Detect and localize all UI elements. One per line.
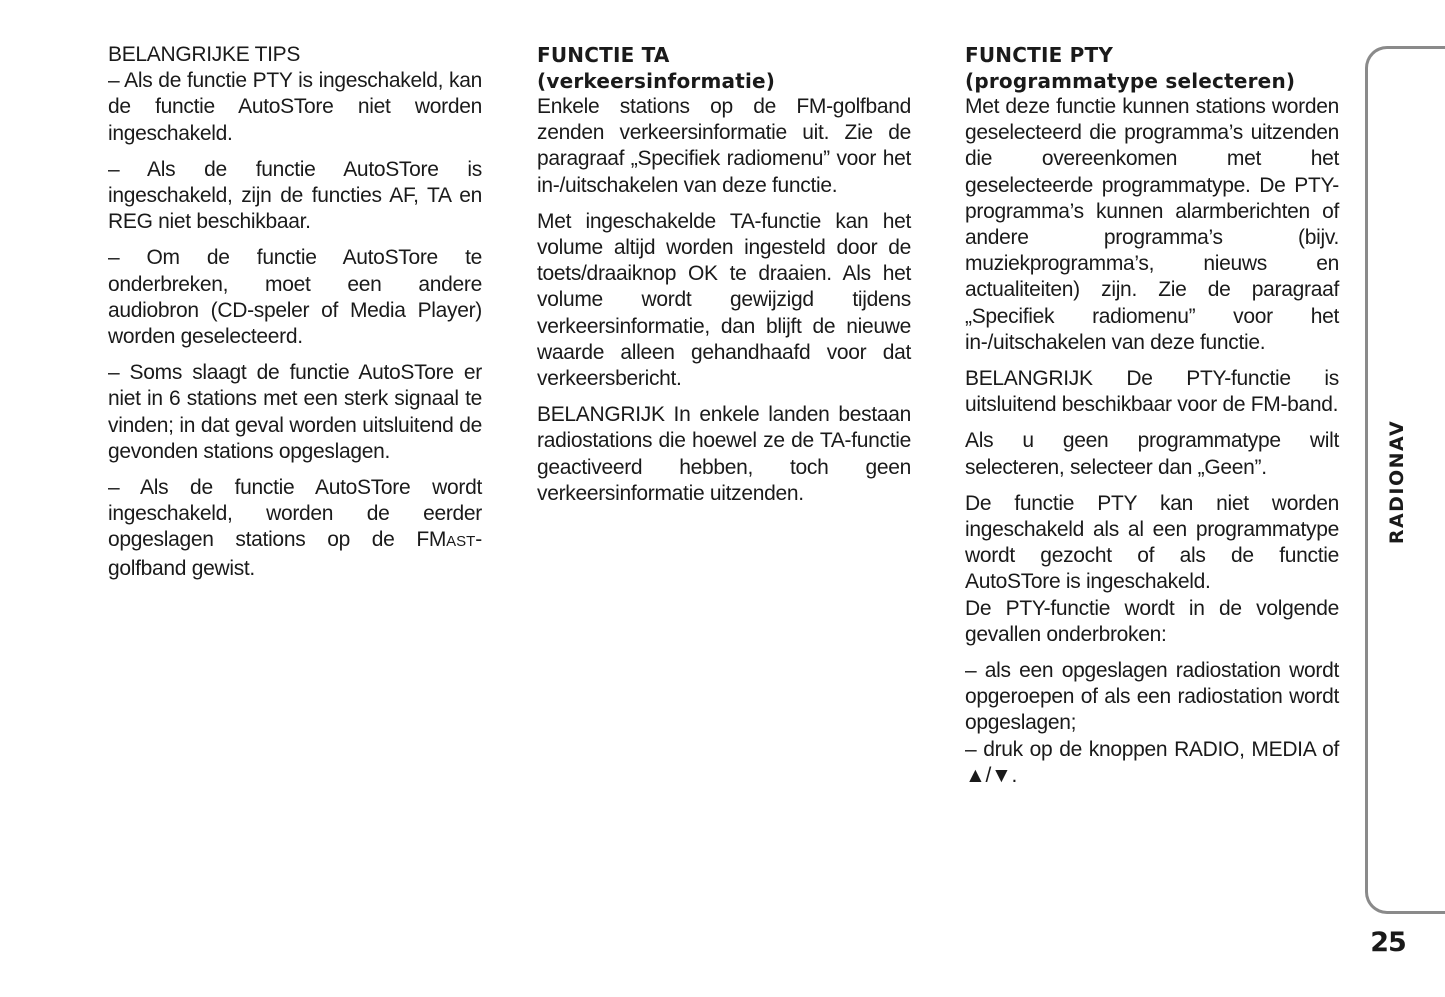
section-tab-label: RADIONAV (1386, 419, 1408, 545)
pty-paragraph-7: – druk op de knoppen RADIO, MEDIA of ▲/▼. (965, 737, 1339, 787)
pty-paragraph-5: De PTY-functie wordt in de volgende gevallen onderbroken: (965, 596, 1339, 646)
heading-function-ta (537, 42, 911, 94)
tip-5-text-end: -golfband gewist. (108, 528, 482, 580)
tip-paragraph-1: – Als de functie PTY is ingeschakeld, kan de functie AutoSTore niet worden ingeschakeld. (108, 69, 482, 145)
heading-function-pty (965, 42, 1339, 94)
tip-paragraph-5 (108, 475, 482, 582)
tip-paragraph-3: – Om de functie AutoSTore te onderbreken, moet een andere audiobron (CD-speler of Media Player) worden geselecteerd. (108, 246, 482, 349)
ta-paragraph-1: Enkele stations op de FM-golfband zenden verkeersinformatie uit. Zie de paragraaf „Specifiek radiomenu” voor het in-/uitschakelen van deze functie. (537, 95, 911, 197)
pty-paragraph-4: De functie PTY kan niet worden ingeschakeld als al een programmatype wordt gezocht of als de functie AutoSTore is ingeschakeld. (965, 491, 1339, 594)
ta-paragraph-3: BELANGRIJK In enkele landen bestaan radiostations die hoewel ze de TA-functie geactiveerd hebben, toch geen verkeersinformatie uitzenden. (537, 403, 911, 505)
pty-paragraph-2: BELANGRIJK De PTY-functie is uitsluitend beschikbaar voor de FM-band. (965, 367, 1339, 417)
page-number: 25 (1370, 927, 1406, 958)
ta-paragraph-2: Met ingeschakelde TA-functie kan het volume altijd worden ingesteld door de toets/draaiknop OK te draaien. Als het volume wordt gewijzigd tijdens verkeersinformatie, dan blijft de nieuwe waarde alleen gehandhaafd voor dat verkeersbericht. (537, 209, 911, 391)
tip-5-text-start: – Als de functie AutoSTore wordt ingeschakeld, worden de eerder opgeslagen stations op de FM (108, 476, 482, 552)
heading-ta-line-1: FUNCTIE TA (537, 43, 670, 67)
heading-pty-line-1: FUNCTIE PTY (965, 43, 1114, 67)
heading-ta-line-2: (verkeersinformatie) (537, 69, 776, 93)
column-important-tips (108, 42, 482, 592)
tip-paragraph-4: – Soms slaagt de functie AutoSTore er niet in 6 stations met een sterk signaal te vinden; in dat geval worden uitsluitend de gevonden stations opgeslagen. (108, 361, 482, 463)
pty-paragraph-1: Met deze functie kunnen stations worden geselecteerd die programma’s uitzenden die overeenkomen met het geselecteerde programmatype. De PTY-programma’s kunnen alarmberichten of andere programma’s (bijv. muziekprogramma’s, nieuws en actualiteiten) zijn. Zie de paragraaf „Specifiek radiomenu” voor het in-/uitschakelen van deze functie. (965, 95, 1339, 354)
tip-paragraph-2: – Als de functie AutoSTore is ingeschakeld, zijn de functies AF, TA en REG niet beschikbaar. (108, 157, 482, 234)
pty-paragraph-3: Als u geen programmatype wilt selecteren, selecteer dan „Geen”. (965, 429, 1339, 479)
column-function-pty (965, 42, 1339, 799)
section-title-important-tips: BELANGRIJKE TIPS (108, 43, 301, 66)
pty-paragraph-6: – als een opgeslagen radiostation wordt opgeroepen of als een radiostation wordt opgeslagen; (965, 659, 1339, 735)
heading-pty-line-2: (programmatype selecteren) (965, 69, 1296, 93)
column-function-ta (537, 42, 911, 517)
tip-5-smallcaps: AST (446, 533, 476, 551)
